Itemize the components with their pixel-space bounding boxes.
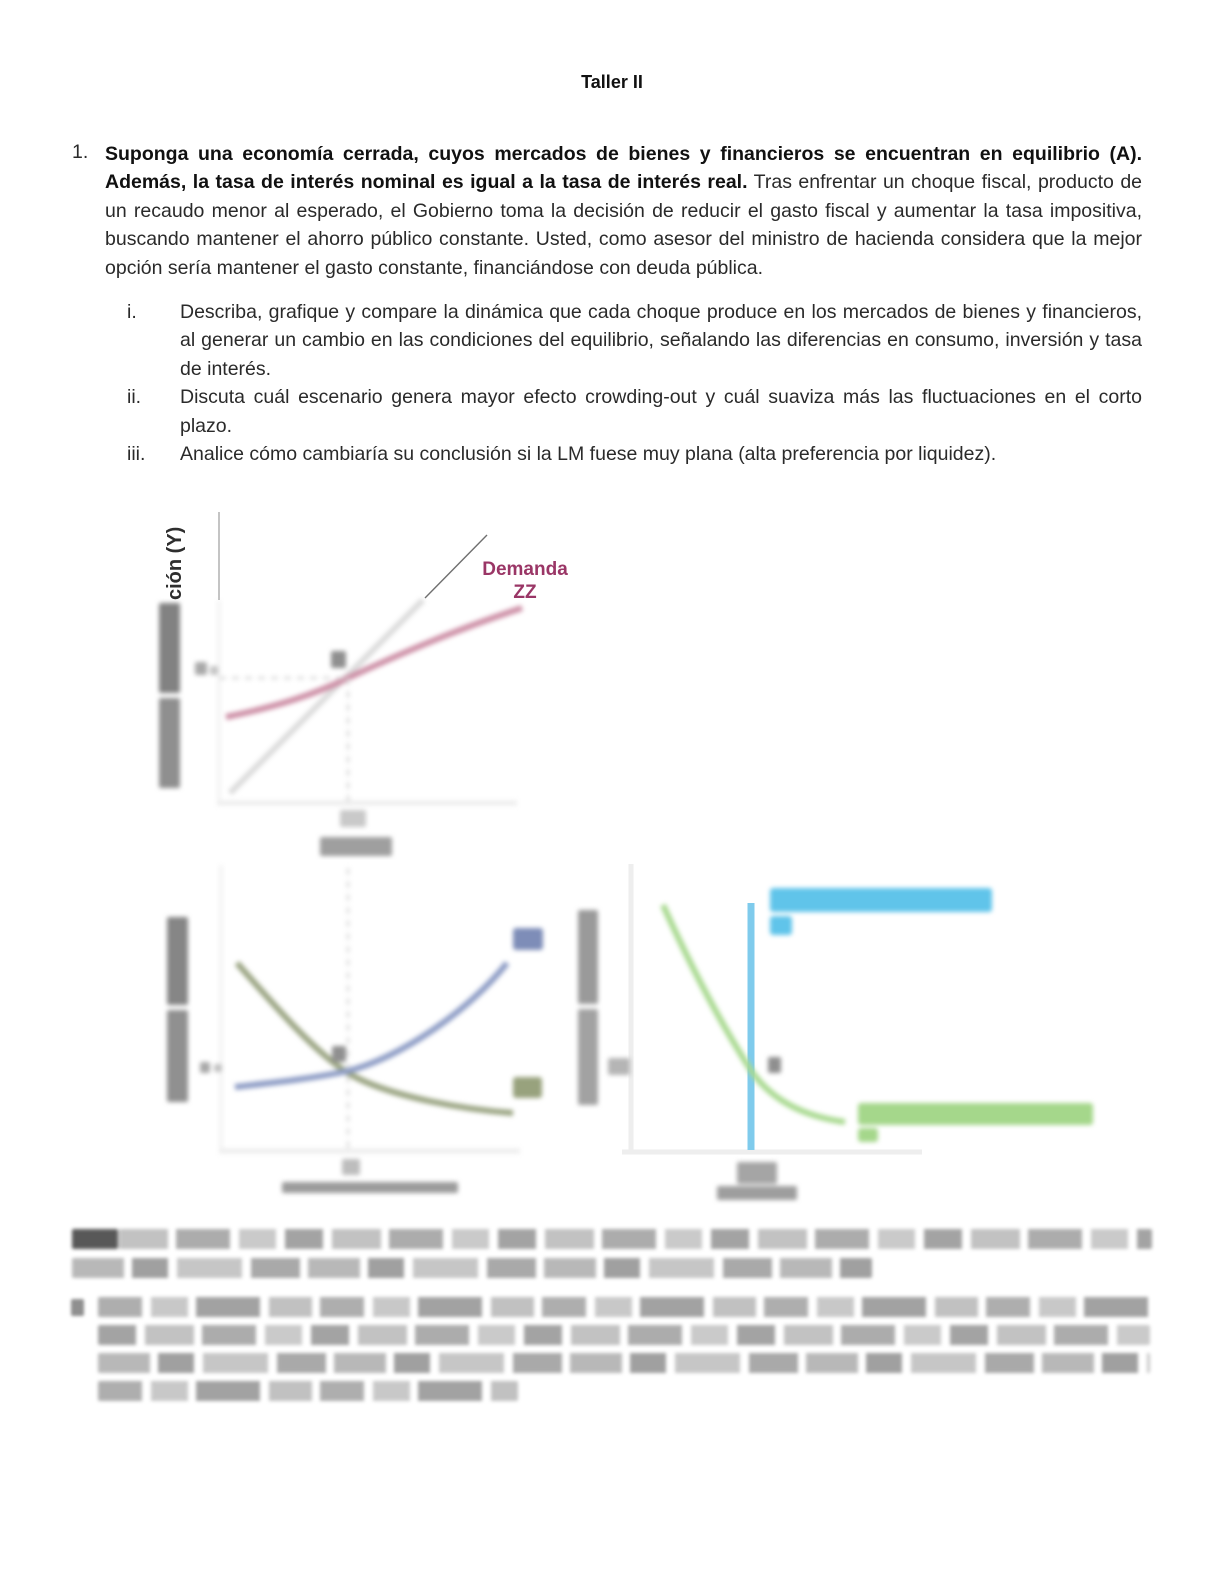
x-axis-title-blurred xyxy=(717,1186,797,1200)
point-a-label-blurred xyxy=(768,1057,781,1073)
x-tick-label-blurred xyxy=(340,810,366,827)
demand-label-line2-blurred xyxy=(858,1128,878,1142)
y-tick-label-blurred xyxy=(608,1058,630,1075)
question-1-text xyxy=(105,140,1142,468)
olive-curve-label-blurred xyxy=(513,1077,542,1098)
y-axis-title-blurred xyxy=(167,1010,188,1102)
blurred-text-line xyxy=(98,1381,518,1401)
savings-market-chart xyxy=(565,860,1110,1205)
question-1 xyxy=(72,140,1142,468)
demand-label-line1-blurred xyxy=(858,1103,1093,1125)
page-title: Taller II xyxy=(581,72,643,92)
olive-downward-curve xyxy=(237,963,513,1113)
question-1-regular-text: Tras enfrentar un choque fiscal, producto de un recaudo menor al esperado, el Gobierno toma la decisión de reducir el gasto fiscal y aumentar la tasa impositiva, buscando mantener el ahorro público constante. Usted, como asesor del ministro de hacienda considera que la mejor opción sería mantener el gasto constante, financiándose con deuda pública. xyxy=(105,171,1143,279)
list-item-marker: i. xyxy=(127,301,137,324)
list-item xyxy=(105,440,1142,468)
blue-upward-curve xyxy=(235,963,507,1087)
y-axis-label-visible-fragment: ción (Y) xyxy=(164,526,186,600)
x-axis-title-blurred xyxy=(282,1182,458,1193)
y-tick-label-blurred xyxy=(214,1064,222,1072)
supply-label-line2-blurred xyxy=(770,916,792,935)
demand-zz-label-line2: ZZ xyxy=(513,582,537,603)
list-item-text: Analice cómo cambiaría su conclusión si la LM fuese muy plana (alta preferencia por liquidez). xyxy=(180,443,997,466)
45-degree-line-crisp-segment xyxy=(425,535,487,598)
y-axis-title-blurred xyxy=(578,1009,598,1105)
y-axis-title-blurred xyxy=(159,698,180,788)
x-axis-title-blurred xyxy=(320,837,392,856)
list-item-text: Describa, grafique y compare la dinámica que cada choque produce en los mercados de bienes y financieros, al generar un cambio en las condiciones del equilibrio, señalando las diferencias en consumo, inversión y tasa de interés. xyxy=(180,301,1142,380)
blurred-text-line xyxy=(98,1325,1150,1345)
y-axis-title-blurred xyxy=(167,917,188,1005)
question-1-sublist xyxy=(105,298,1142,468)
y-tick-label-blurred xyxy=(200,1062,210,1073)
note-lead-word-blurred xyxy=(72,1229,118,1249)
list-item xyxy=(105,383,1142,440)
x-tick-label-blurred xyxy=(737,1162,777,1184)
supply-label-line1-blurred xyxy=(770,888,992,912)
blue-curve-label-blurred xyxy=(513,928,543,950)
keynesian-cross-chart xyxy=(150,500,580,860)
blurred-text-line xyxy=(98,1353,1150,1373)
question-2-number-blurred xyxy=(71,1299,84,1316)
demand-zz-label-line1: Demanda xyxy=(482,559,568,580)
list-item-text: Discuta cuál escenario genera mayor efecto crowding-out y cuál suaviza más las fluctuaciones en el corto plazo. xyxy=(180,386,1142,437)
question-1-number: 1. xyxy=(72,141,89,163)
y-tick-label-blurred xyxy=(195,662,207,675)
money-market-chart xyxy=(150,860,580,1205)
list-item xyxy=(105,298,1142,383)
keynesian-cross-blurred-layer xyxy=(159,600,522,856)
blurred-text-line xyxy=(98,1297,1150,1317)
45-degree-line-blurred xyxy=(230,600,423,793)
x-tick-label-blurred xyxy=(342,1159,360,1175)
y-tick-label-blurred xyxy=(210,666,218,675)
list-item-marker: iii. xyxy=(127,443,146,466)
money-market-blurred-layer xyxy=(167,865,543,1193)
blurred-text-line xyxy=(72,1229,1152,1249)
blurred-text-line xyxy=(72,1258,872,1278)
question-1-bold-text: Suponga una economía cerrada, cuyos mercados de bienes y financieros se encuentran en equilibrio (A). Además, la tasa de interés nominal es igual a la tasa de interés real. xyxy=(105,143,1142,194)
zz-demand-curve xyxy=(226,608,522,717)
y-axis-title-blurred xyxy=(159,603,180,693)
list-item-marker: ii. xyxy=(127,386,142,409)
y-axis-title-blurred xyxy=(578,910,598,1004)
point-a-label-blurred xyxy=(332,1046,346,1062)
keynesian-cross-crisp-layer xyxy=(164,512,568,603)
point-a-label-blurred xyxy=(331,651,346,668)
